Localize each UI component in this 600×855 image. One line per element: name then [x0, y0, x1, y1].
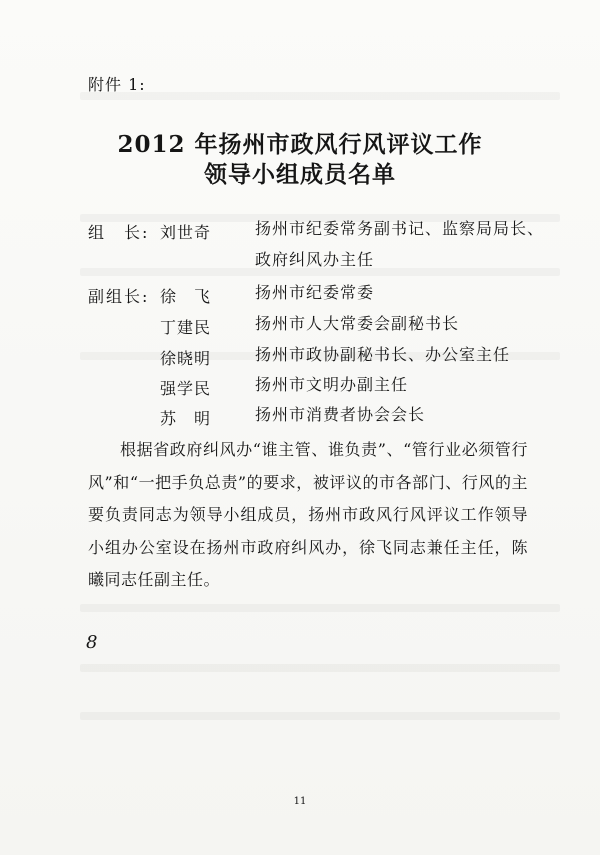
facing-page-number: 8 — [86, 632, 98, 653]
leader-position-line1: 扬州市纪委常务副书记、监察局局长、 — [255, 219, 545, 238]
leader-role-label: 组 长: — [88, 223, 150, 242]
deputy-position: 扬州市政协副秘书长、办公室主任 — [255, 345, 511, 364]
bleed-through-line — [80, 664, 560, 672]
document-title-line2: 领导小组成员名单 — [204, 161, 396, 188]
deputy-name: 徐 飞 — [160, 287, 212, 306]
deputy-position: 扬州市纪委常委 — [255, 283, 375, 302]
leader-position-line2: 政府纠风办主任 — [255, 250, 375, 269]
bleed-through-line — [80, 92, 560, 100]
deputy-name: 丁建民 — [160, 318, 212, 337]
page-number: 11 — [293, 796, 307, 807]
deputy-role-label: 副组长: — [88, 287, 150, 306]
deputy-position: 扬州市人大常委会副秘书长 — [255, 314, 460, 333]
attachment-label: 附件 1: — [88, 75, 146, 94]
deputy-position: 扬州市消费者协会会长 — [255, 405, 426, 424]
deputy-name: 强学民 — [160, 379, 212, 398]
deputy-name: 徐晓明 — [160, 349, 212, 368]
deputy-position: 扬州市文明办副主任 — [255, 375, 409, 394]
leader-name: 刘世奇 — [160, 223, 212, 242]
document-title-line1: 2012 年扬州市政风行风评议工作 — [117, 131, 483, 158]
bleed-through-line — [80, 604, 560, 612]
bleed-through-line — [80, 712, 560, 720]
deputy-name: 苏 明 — [160, 409, 212, 428]
leader-position — [255, 213, 555, 275]
body-paragraph: 根据省政府纠风办“谁主管、谁负责”、“管行业必须管行风”和“一把手负总责”的要求，被评议的市各部门、行风的主要负责同志为领导小组成员，扬州市政风行风评议工作领导小组办公室设在扬州市政府纠风办，徐飞同志兼任主任，陈曦同志任副主任。 — [88, 440, 528, 589]
